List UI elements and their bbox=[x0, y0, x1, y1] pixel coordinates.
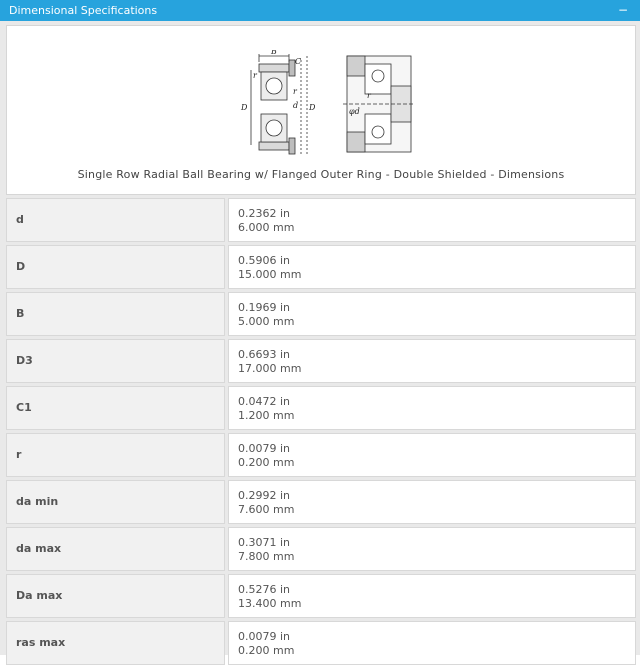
spec-label: d bbox=[6, 198, 225, 242]
spec-label: r bbox=[6, 433, 225, 477]
spec-value bbox=[228, 386, 636, 430]
spec-value bbox=[228, 198, 636, 242]
table-row bbox=[6, 574, 636, 618]
spec-value bbox=[228, 339, 636, 383]
figure-caption: Single Row Radial Ball Bearing w/ Flanged Outer Ring - Double Shielded - Dimensions bbox=[77, 168, 565, 181]
value-millimeters: 17.000 mm bbox=[238, 362, 302, 375]
table-row bbox=[6, 621, 636, 665]
figure-box bbox=[6, 25, 636, 195]
spec-label: D bbox=[6, 245, 225, 289]
value-inches: 0.2362 in bbox=[238, 207, 291, 220]
label-d: d bbox=[293, 101, 299, 110]
spec-label: D3 bbox=[6, 339, 225, 383]
value-inches: 0.5906 in bbox=[238, 254, 291, 267]
value-inches: 0.0079 in bbox=[238, 442, 291, 455]
label-ra: r bbox=[367, 91, 371, 100]
spec-label: ras max bbox=[6, 621, 225, 665]
value-inches: 0.2992 in bbox=[238, 489, 291, 502]
spec-label: da max bbox=[6, 527, 225, 571]
table-row bbox=[6, 198, 636, 242]
table-row bbox=[6, 339, 636, 383]
value-inches: 0.3071 in bbox=[238, 536, 291, 549]
bearing-dimensions-drawing bbox=[239, 50, 419, 160]
section-header[interactable] bbox=[0, 0, 640, 21]
value-millimeters: 1.200 mm bbox=[238, 409, 295, 422]
spec-value bbox=[228, 292, 636, 336]
value-millimeters: 13.400 mm bbox=[238, 597, 302, 610]
spec-label: C1 bbox=[6, 386, 225, 430]
spec-label: da min bbox=[6, 480, 225, 524]
table-row bbox=[6, 386, 636, 430]
value-inches: 0.6693 in bbox=[238, 348, 291, 361]
table-row bbox=[6, 292, 636, 336]
table-row bbox=[6, 480, 636, 524]
spec-value bbox=[228, 245, 636, 289]
spec-value bbox=[228, 433, 636, 477]
value-millimeters: 7.800 mm bbox=[238, 550, 295, 563]
spec-label: B bbox=[6, 292, 225, 336]
table-row bbox=[6, 245, 636, 289]
specifications-panel bbox=[0, 21, 640, 655]
value-millimeters: 15.000 mm bbox=[238, 268, 302, 281]
value-millimeters: 5.000 mm bbox=[238, 315, 295, 328]
label-r1: r bbox=[253, 71, 257, 80]
value-inches: 0.5276 in bbox=[238, 583, 291, 596]
value-millimeters: 0.200 mm bbox=[238, 644, 295, 657]
label-D1: D bbox=[309, 103, 316, 112]
label-B: B bbox=[271, 50, 277, 56]
spec-value bbox=[228, 574, 636, 618]
label-da: φd bbox=[349, 107, 360, 116]
label-D: D bbox=[241, 103, 248, 112]
value-millimeters: 7.600 mm bbox=[238, 503, 295, 516]
section-title: Dimensional Specifications bbox=[9, 4, 158, 17]
value-millimeters: 6.000 mm bbox=[238, 221, 295, 234]
table-row bbox=[6, 433, 636, 477]
spec-value bbox=[228, 480, 636, 524]
value-millimeters: 0.200 mm bbox=[238, 456, 295, 469]
value-inches: 0.0079 in bbox=[238, 630, 291, 643]
label-r2: r bbox=[293, 87, 297, 96]
table-row bbox=[6, 527, 636, 571]
spec-value bbox=[228, 621, 636, 665]
spec-label: Da max bbox=[6, 574, 225, 618]
spec-value bbox=[228, 527, 636, 571]
value-inches: 0.1969 in bbox=[238, 301, 291, 314]
label-C1: C bbox=[295, 57, 302, 66]
collapse-icon[interactable]: − bbox=[617, 3, 628, 17]
value-inches: 0.0472 in bbox=[238, 395, 291, 408]
